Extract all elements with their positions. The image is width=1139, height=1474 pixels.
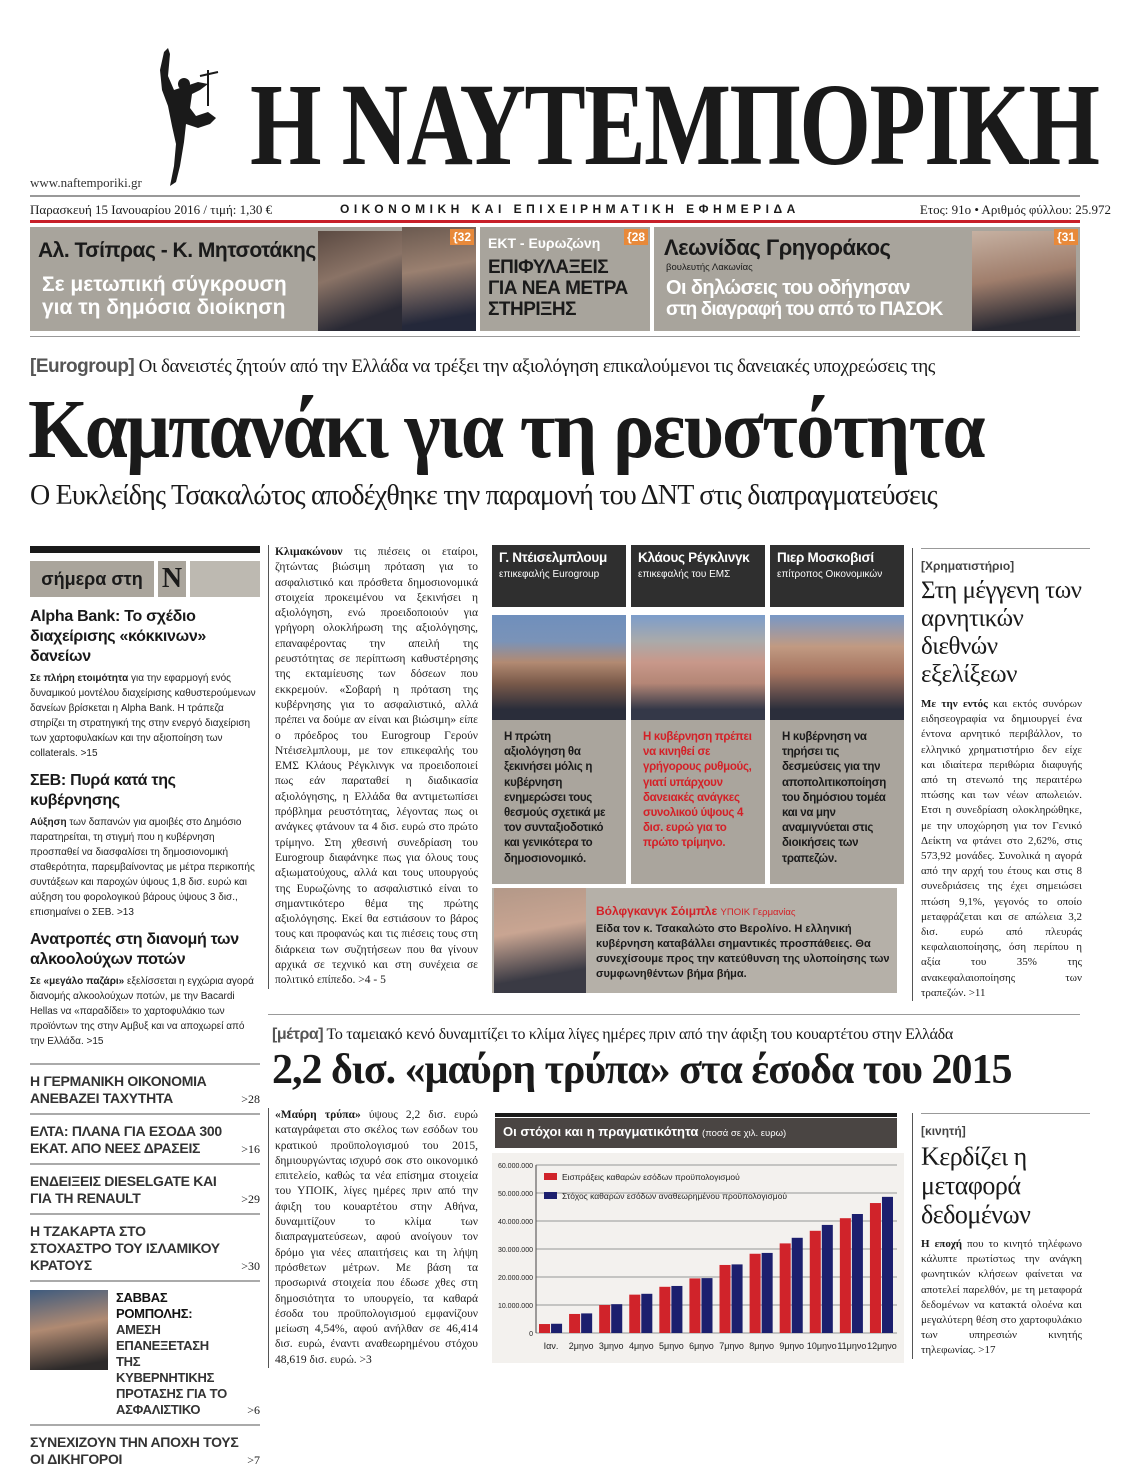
bar-target <box>701 1278 712 1333</box>
page-ref: {28 <box>624 229 648 245</box>
x-tick-label: 10μηνο <box>806 1341 837 1351</box>
revenue-headline[interactable]: 2,2 δισ. «μαύρη τρύπα» στα έσοδα του 2015 <box>272 1047 1012 1093</box>
story-title: Ανατροπές στη διανομή των αλκοολούχων ποτών <box>30 931 239 968</box>
quote-text-highlight: Η κυβέρνηση πρέπει να κινηθεί σε γρήγορους ρυθμούς, γιατί υπάρχουν δανειακές ανάγκες συνολικού ύψους 4 δισ. ευρώ για το πρώτο τρίμηνο. <box>631 720 765 884</box>
quote-text: Η κυβέρνηση να τηρήσει τις δεσμεύσεις για την αποπολιτικοποίηση του δημόσιου τομέα και να μην αναμιγνύεται στις διοικήσεις των τραπεζών. <box>770 720 904 884</box>
quote-name: Βόλφγκανγκ Σόιμπλε ΥΠΟΙΚ Γερμανίας <box>596 904 796 918</box>
site-url[interactable]: www.naftemporiki.gr <box>30 175 142 190</box>
y-tick-label: 40.000.000 <box>497 1219 533 1226</box>
issue-number: Ετος: 91ο • Αριθμός φύλλου: 25.972 <box>919 202 1111 217</box>
bar-actual <box>750 1254 761 1333</box>
y-tick-label: 30.000.000 <box>497 1247 533 1254</box>
story-headline: Στη μέγγενη των αρνητικών διεθνών εξελίξεων <box>921 577 1082 688</box>
bar-actual <box>599 1305 610 1333</box>
issue-date-price: Παρασκευή 15 Ιανουαρίου 2016 / τιμή: 1,30 € <box>30 202 273 217</box>
x-tick-label: Ιαν. <box>543 1341 559 1351</box>
bar-actual <box>629 1295 640 1333</box>
today-in-n-box <box>30 561 260 597</box>
story-headline: Κερδίζει η μεταφορά δεδομένων <box>921 1142 1031 1229</box>
bar-actual <box>720 1265 731 1333</box>
teaser-grigorakos[interactable] <box>654 227 1080 331</box>
brief-title: ΣΑΒΒΑΣ ΡΟΜΠΟΛΗΣ: ΑΜΕΣΗ ΕΠΑΝΕΞΕΤΑΣΗ ΤΗΣ ΚΥΒΕΡΝΗΤΙΚΗΣ ΠΡΟΤΑΣΗΣ ΓΙΑ ΤΟ ΑΣΦΑΛΙΣΤΙΚΟ <box>116 1290 227 1417</box>
tagline: ΟΙΚΟΝΟΜΙΚΗ ΚΑΙ ΕΠΙΧΕΙΡΗΜΑΤΙΚΗ ΕΦΗΜΕΡΙΔΑ <box>340 202 800 216</box>
hermes-logo-icon <box>150 46 230 191</box>
story-alcohol[interactable] <box>30 930 260 1049</box>
revenue-chart <box>492 1113 904 1363</box>
brief-title: ΕΝΔΕΙΞΕΙΣ DIESELGATE ΚΑΙ ΓΙΑ ΤΗ RENAULT <box>30 1173 217 1206</box>
brief-title: ΣΥΝΕΧΙΖΟΥΝ ΤΗΝ ΑΠΟΧΗ ΤΟΥΣ ΟΙ ΔΙΚΗΓΟΡΟΙ <box>30 1434 239 1467</box>
bar-target <box>732 1264 743 1333</box>
legend-label: Εισπράξεις καθαρών εσόδων προϋπολογισμού <box>562 1172 740 1182</box>
teaser-title: ΕΚΤ - Ευρωζώνη <box>488 235 601 251</box>
quote-header-dijsselbloem: Γ. Ντέισελμπλουμ επικεφαλής Eurogroup <box>492 545 626 607</box>
section-tag: [κινητή] <box>921 1124 966 1138</box>
page-ref: >28 <box>241 1092 260 1106</box>
y-tick-label: 60.000.000 <box>497 1163 533 1170</box>
brief-title: ΕΛΤΑ: ΠΛΑΝΑ ΓΙΑ ΕΣΟΔΑ 300 ΕΚΑΤ. ΑΠΟ ΝΕΕΣ ΔΡΑΣΕΙΣ <box>30 1123 222 1156</box>
quote-schauble <box>492 888 897 993</box>
brief-rompolis[interactable] <box>30 1280 260 1424</box>
photo-moscovici <box>770 615 904 720</box>
bar-target <box>882 1197 893 1333</box>
chart-title: Οι στόχοι και η πραγματικότητα (ποσά σε χιλ. ευρω) <box>495 1118 897 1148</box>
quote-header-moscovici: Πιερ Μοσκοβισί επίτροπος Οικονομικών <box>770 545 904 607</box>
divider <box>30 336 1080 337</box>
photo-schauble <box>494 888 586 993</box>
page-ref: >30 <box>241 1259 260 1273</box>
bar-target <box>551 1324 562 1333</box>
bar-actual <box>870 1203 881 1333</box>
lead-article-body: Κλιμακώνουν τις πιέσεις οι εταίροι, ζητώντας βιώσιμη πρόταση για το ασφαλιστικό και πρόσθετα δημοσιονομικά στοιχεία προκειμένου να ξεκινήσει η αξιολόγηση, ενώ προειδοποιούν για γρήγορη ολοκλήρωση της αξιολόγησης, επαναφέροντας την απειλή της ρευστότητας σε περίπτωση καθυστέρησης της εκταμίευσης των δόσεων που εκκρεμούν. «Σοβαρή η πρόταση της κυβέρνησης για το ασφαλιστικό, αλλά πρέπει να δούμε αν είναι και βιώσιμη» είπε ο πρόεδρος του Eurogroup Γερούν Ντέισελμπλουμ, με τον επικεφαλής του ΕΜΣ Κλάους Ρέγκλινγκ να προειδοποιεί πως εάν παραταθεί η διαδικασία αξιολόγησης, η Ελλάδα θα αντιμετωπίσει πρόβλημα ρευστότητας, λέγοντας πως οι ανάγκες φτάνουν τα 4 δισ. ευρώ στο πρώτο τρίμηνο. Στη χθεσινή συνεδρίαση του Eurogroup διαφάνηκε πως για όλους τους αξιωματούχους, αλλά και τους υπουργούς της Ευρωζώνης το ασφαλιστικό είναι το σημαντικότερο θέμα της πρώτης αξιολόγησης. Εκεί θα εστιάσουν το βάρος τους και προφανώς και τις πιέσεις τους στη διάρκεια των συζητήσεων που θα γίνουν αρχικά σε τεχνικό και στη συνέχεια σε πολιτικό επίπεδο. >4 - 5 <box>268 545 478 989</box>
brief-title: Η ΤΖΑΚΑΡΤΑ ΣΤΟ ΣΤΟΧΑΣΤΡΟ ΤΟΥ ΙΣΛΑΜΙΚΟΥ ΚΡΑΤΟΥΣ <box>30 1223 220 1273</box>
teaser-text: Οι δηλώσεις του οδήγησαν στη διαγραφή του από το ΠΑΣΟΚ <box>666 277 943 320</box>
bar-actual <box>840 1218 851 1333</box>
y-tick-label: 0 <box>529 1331 533 1338</box>
photo-rompolis <box>30 1290 108 1370</box>
story-title: ΣΕΒ: Πυρά κατά της κυβέρνησης <box>30 772 176 809</box>
sub-headline: Ο Ευκλείδης Τσακαλώτος αποδέχθηκε την παραμονή του ΔΝΤ στις διαπραγματεύσεις <box>30 480 937 511</box>
x-tick-label: 12μηνο <box>867 1341 897 1351</box>
stock-market-story[interactable] <box>912 548 1082 1001</box>
section-tag: [μέτρα] <box>272 1026 324 1043</box>
story-alpha-bank[interactable] <box>30 607 260 761</box>
quote-text: Η πρώτη αξιολόγηση θα ξεκινήσει μόλις η κυβέρνηση ενημερώσει τους θεσμούς σχετικά με τον συνταξιοδοτικό και γενικότερα το δημοσιονομικό. <box>492 720 626 884</box>
x-tick-label: 11μηνο <box>837 1341 867 1351</box>
x-tick-label: 3μηνο <box>598 1341 624 1351</box>
y-tick-label: 20.000.000 <box>497 1275 533 1282</box>
page-ref: >7 <box>247 1453 260 1467</box>
bar-target <box>792 1238 803 1333</box>
photo-dijsselbloem <box>492 615 626 720</box>
bar-target <box>611 1304 622 1333</box>
divider <box>30 195 1080 197</box>
x-tick-label: 9μηνο <box>779 1341 805 1351</box>
story-body: Σε «μεγάλο παζάρι» εξελίσσεται η εγχώρια αγορά διανομής αλκοολούχων ποτών, με την Bacardi Hellas να «παραδίδει» το χαρτοφυλάκιο των προϊόντων της στην Αμβυξ και να αποχωρεί από την Ελλάδα. >15 <box>30 976 254 1047</box>
main-headline[interactable]: Καμπανάκι για τη ρευστότητα <box>28 383 984 476</box>
teaser-ecb[interactable] <box>480 227 650 331</box>
section-tag: [Eurogroup] <box>30 356 135 377</box>
story-body: Αύξηση των δαπανών για αμοιβές στο Δημόσιο παρατηρείται, τη στιγμή που η κυβέρνηση προσπαθεί να διασφαλίσει τη δημοσιονομική σταθερότητα, παρεμβαίνοντας με μέτρα περικοπής συντάξεων και παροχών ύψους 1,8 δισ. ευρώ και αύξηση του φορολογικού βάρους ύψους 3 δισ., επισημαίνει ο ΣΕΒ. >13 <box>30 817 255 918</box>
story-sev[interactable] <box>30 771 260 920</box>
x-tick-label: 6μηνο <box>689 1341 714 1351</box>
quote-text: Είδα τον κ. Τσακαλώτο στο Βερολίνο. Η ελληνική κυβέρνηση καταβάλλει σημαντικές προσπάθειες. Θα συνεχίσουμε προς την κατεύθυνση της υλοποίησης των συμφωνηθέντων βήμα βήμα. <box>596 923 890 980</box>
brief-item[interactable] <box>30 1113 260 1163</box>
bar-target <box>762 1253 773 1333</box>
masthead-title: Η ΝΑΥΤΕΜΠΟΡΙΚΗ <box>250 59 1099 190</box>
story-body: Σε πλήρη ετοιμότητα για την εφαρμογή ενός δυναμικού μοντέλου διαχείρισης καθυστερούμενων δανείων βρίσκεται η Alpha Bank. Η τράπεζα στηρίζει τη στρατηγική της στην ενεργό διαχείριση των χαρτοφυλακίων και την αξιοποίηση των collaterals. >15 <box>30 673 256 759</box>
page-ref: >16 <box>241 1142 260 1156</box>
chart-plot <box>492 1153 904 1363</box>
x-tick-label: 8μηνο <box>749 1341 774 1351</box>
bar-actual <box>569 1314 580 1333</box>
brief-item[interactable] <box>30 1063 260 1113</box>
teaser-text: Σε μετωπική σύγκρουση για τη δημόσια διοίκηση <box>42 273 287 319</box>
n-logo: N <box>158 561 186 597</box>
photo-grigorakos <box>972 231 1076 331</box>
divider <box>30 546 260 553</box>
divider <box>268 1014 1080 1015</box>
bar-actual <box>810 1231 821 1333</box>
x-tick-label: 5μηνο <box>659 1341 684 1351</box>
page-ref: >29 <box>241 1192 260 1206</box>
quote-header-regling: Κλάους Ρέγκλινγκ επικεφαλής του ΕΜΣ <box>631 545 765 607</box>
bar-actual <box>780 1243 791 1333</box>
brief-title: Η ΓΕΡΜΑΝΙΚΗ ΟΙΚΟΝΟΜΙΑ ΑΝΕΒΑΖΕΙ ΤΑΧΥΤΗΤΑ <box>30 1073 207 1106</box>
bar-actual <box>689 1278 700 1333</box>
legend-label: Στόχος καθαρών εσόδων αναθεωρημένου προϋπολογισμού <box>562 1191 788 1201</box>
lead-kicker: [Eurogroup] Οι δανειστές ζητούν από την Ελλάδα να τρέξει την αξιολόγηση επικαλούμενοι τις δανειακές υποχρεώσεις της <box>30 356 935 377</box>
teaser-tsipras-mitsotakis[interactable] <box>30 227 476 331</box>
left-column <box>30 546 260 1474</box>
teaser-title: Λεωνίδας Γρηγοράκος <box>664 235 891 260</box>
teaser-text: ΕΠΙΦΥΛΑΞΕΙΣ ΓΙΑ ΝΕΑ ΜΕΤΡΑ ΣΤΗΡΙΞΗΣ <box>488 257 628 320</box>
legend-swatch <box>544 1173 557 1180</box>
brief-item[interactable] <box>30 1213 260 1280</box>
legend-swatch <box>544 1192 557 1199</box>
bar-target <box>581 1313 592 1333</box>
story-body: Με την εντός και εκτός συνόρων ειδησεογραφία να δημιουργεί ένα έντονα αρνητικό περιβάλλον, το ελληνικό χρηματιστήριο δεν είχε και ιδιαίτερα περιθώρια διαφυγής από τη στενωπό της περαιτέρω πτώσης και των νέων απωλειών. Ετσι η συνεδρίαση ολοκληρώθηκε, με την υποχώρηση για τον Γενικό Δείκτη να φτάνει στο 2,62%, στις 573,92 μονάδες. Συνολικά η αγορά από την αρχή του έτους και στις 8 συνεδριάσεις της έχει σημειώσει πτώση 9,1%, γεγονός το οποίο μεταφράζεται και σε απώλεια 3,2 δισ. ευρώ από πλευράς κεφαλαιοποίησης, όση περίπου η αξία του 35% της ανακεφαλαιοποίησης των τραπεζών. >11 <box>921 698 1083 999</box>
y-tick-label: 10.000.000 <box>497 1303 533 1310</box>
x-tick-label: 4μηνο <box>628 1341 654 1351</box>
teaser-subtitle: βουλευτής Λακωνίας <box>666 262 753 273</box>
section-tag: [Χρηματιστήριο] <box>921 559 1015 573</box>
revenue-article-body: «Μαύρη τρύπα» ύψους 2,2 δισ. ευρώ καταγράφεται στο σκέλος των εσόδων του κρατικού προϋπολογισμού του 2015, δημιουργώντας ισχυρό σοκ στο οικονομικό επιτελείο, καθώς τα νέα επίσημα στοιχεία του ΥΠΟΙΚ, λίγες ημέρες πριν από την άφιξη του κουαρτέτου στην Αθήνα, δυναμιτίζουν το κλίμα των διαπραγματεύσεων, αφού ανοίγουν τον δρόμο για νέες απαιτήσεις και τη λήψη πρόσθετων μέτρων. Με βάση τα προσωρινά στοιχεία που έδωσε χθες στη δημοσιότητα το υπουργείο, τα καθαρά έσοδα του προϋπολογισμού εμφανίζουν μείωση 4,54%, αφού ανήλθαν σε 46,414 δισ. ευρώ, έναντι αναθεωρημένου στόχου 48,619 δισ. ευρώ. >3 <box>268 1108 478 1368</box>
y-tick-label: 50.000.000 <box>497 1191 533 1198</box>
bar-target <box>671 1286 682 1333</box>
bar-actual <box>539 1324 550 1333</box>
photo-tsipras <box>318 231 406 331</box>
page-ref: {31 <box>1054 229 1078 245</box>
bar-actual <box>659 1287 670 1333</box>
photo-regling <box>631 615 765 720</box>
x-tick-label: 7μηνο <box>719 1341 744 1351</box>
story-body: Η εποχή που το κινητό τηλέφωνο κάλυπτε πρωτίστως την ανάγκη φωνητικών κλήσεων φαίνεται να αποτελεί παρελθόν, με τη μεταφορά δεδομένων να κατακτά ολοένα και μεγαλύτερη θέση στο χαρτοφυλάκιο των υπηρεσιών κινητής τηλεφωνίας. >17 <box>921 1238 1082 1357</box>
page-ref: >6 <box>247 1403 260 1417</box>
bar-target <box>641 1294 652 1333</box>
brief-item[interactable] <box>30 1163 260 1213</box>
x-tick-label: 2μηνο <box>568 1341 594 1351</box>
bar-target <box>852 1214 863 1333</box>
teaser-title: Αλ. Τσίπρας - Κ. Μητσοτάκης <box>38 239 316 262</box>
page-ref: {32 <box>450 229 474 245</box>
revenue-kicker: [μέτρα] Το ταμειακό κενό δυναμιτίζει το κλίμα λίγες ημέρες πριν από την άφιξη του κουαρτέτου στην Ελλάδα <box>272 1026 953 1043</box>
brief-item[interactable] <box>30 1424 260 1474</box>
today-label: σήμερα στη <box>30 561 154 597</box>
story-title: Alpha Bank: Το σχέδιο διαχείρισης «κόκκινων» δανείων <box>30 608 207 665</box>
mobile-story[interactable] <box>912 1113 1082 1359</box>
divider-red <box>30 220 1080 223</box>
bar-target <box>822 1225 833 1333</box>
